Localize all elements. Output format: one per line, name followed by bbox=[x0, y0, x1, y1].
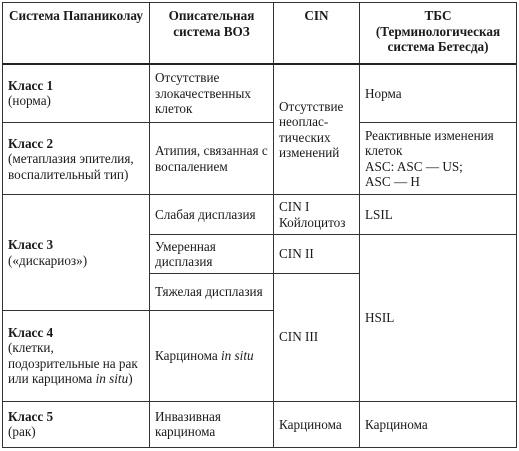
hsil-cell: HSIL bbox=[360, 235, 517, 401]
class5-title: Класс 5 bbox=[8, 408, 54, 424]
class2-tbs-line1: Реактивные изменения клеток bbox=[365, 127, 494, 159]
header-row bbox=[3, 3, 517, 64]
class4-who-italic: in situ bbox=[221, 347, 254, 363]
table-row-class5 bbox=[3, 401, 517, 447]
class5-who: Инвазивная карцинома bbox=[150, 401, 274, 447]
class2-who: Атипия, связанная с воспалением bbox=[150, 123, 274, 195]
class2-title: Класс 2 bbox=[8, 135, 54, 151]
class2-cell bbox=[3, 123, 150, 195]
cin-no-neoplastic: Отсутствие неоплас-тических изменений bbox=[274, 64, 360, 195]
class2-tbs-line2: ASC: ASC — US; bbox=[365, 158, 463, 174]
class1-tbs: Норма bbox=[360, 64, 517, 123]
class4-desc-main: (клетки, подозрительные на рак или карцинома bbox=[8, 340, 138, 387]
header-papanicolaou: Система Папаниколау bbox=[3, 3, 150, 64]
class3-cell bbox=[3, 195, 150, 310]
class1-cell bbox=[3, 64, 150, 123]
cin1-cell bbox=[274, 195, 360, 235]
class3-who-moderate: Умеренная дисплазия bbox=[150, 235, 274, 273]
class4-cell bbox=[3, 310, 150, 401]
table-row-class1 bbox=[3, 64, 517, 123]
class5-cin: Карцинома bbox=[274, 401, 360, 447]
class4-title: Класс 4 bbox=[8, 324, 54, 340]
cin1-line2: Койлоцитоз bbox=[279, 214, 346, 230]
class4-who-main: Карцинома bbox=[155, 347, 221, 363]
class3-who-severe: Тяжелая дисплазия bbox=[150, 273, 274, 310]
class2-desc: (метаплазия эпителия, воспалительный тип) bbox=[8, 151, 134, 182]
lsil-cell: LSIL bbox=[360, 195, 517, 235]
table-row-class2 bbox=[3, 123, 517, 195]
header-cin: CIN bbox=[274, 3, 360, 64]
class1-who: Отсутствие злокачественных клеток bbox=[150, 64, 274, 123]
class4-desc-close: ) bbox=[128, 371, 133, 387]
class2-tbs bbox=[360, 123, 517, 195]
class2-tbs-line3: ASC — H bbox=[365, 174, 420, 190]
table-row-class3-mild bbox=[3, 195, 517, 235]
cin2-cell: CIN II bbox=[274, 235, 360, 273]
class3-who-mild: Слабая дисплазия bbox=[150, 195, 274, 235]
cin1-line1: CIN I bbox=[279, 199, 310, 215]
classification-table bbox=[2, 2, 517, 448]
class3-title: Класс 3 bbox=[8, 237, 54, 253]
class1-title: Класс 1 bbox=[8, 77, 54, 93]
class3-desc: («дискариоз») bbox=[8, 252, 88, 268]
class5-cell bbox=[3, 401, 150, 447]
class1-desc: (норма) bbox=[8, 93, 51, 109]
class4-desc-italic: in situ bbox=[95, 371, 129, 387]
header-tbs: ТБС (Терминологическая система Бетесда) bbox=[360, 3, 517, 64]
class5-tbs: Карцинома bbox=[360, 401, 517, 447]
cin3-cell: CIN III bbox=[274, 273, 360, 401]
class4-desc bbox=[8, 340, 144, 387]
class4-who bbox=[150, 310, 274, 401]
class5-desc: (рак) bbox=[8, 424, 36, 440]
header-who: Описательная система ВОЗ bbox=[150, 3, 274, 64]
